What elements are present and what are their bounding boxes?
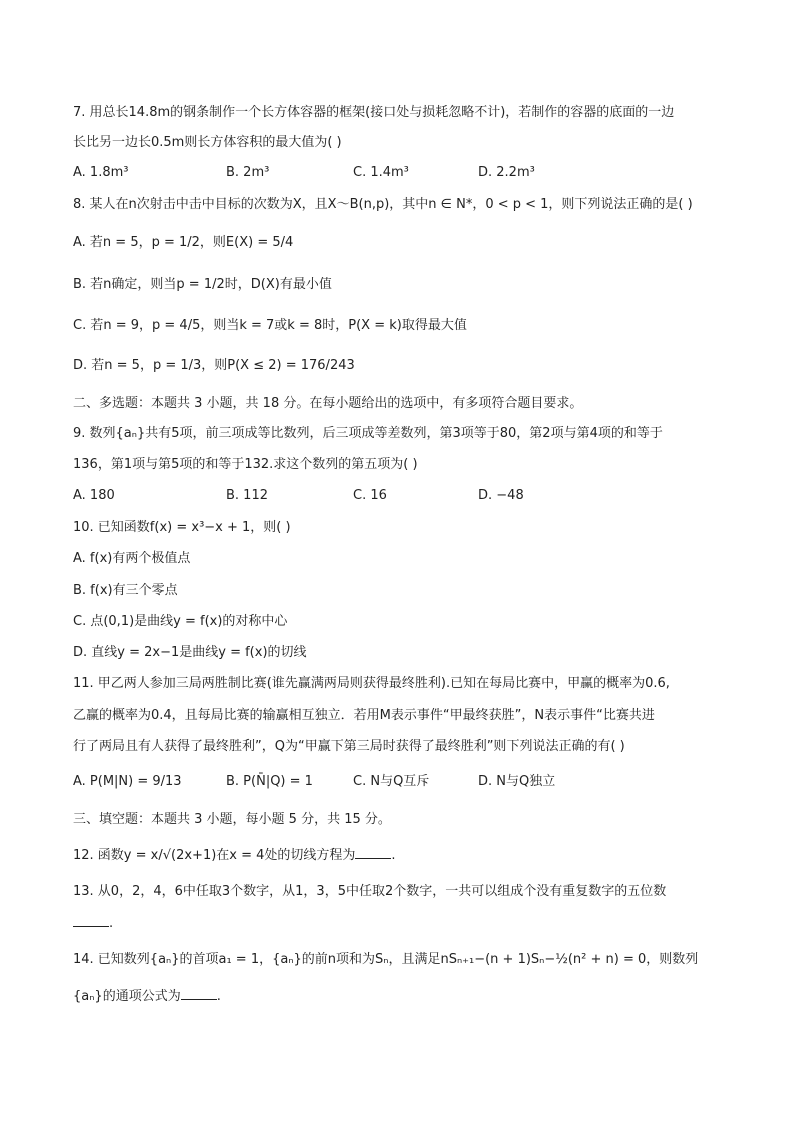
q11-option-b: B. P(N̄|Q) = 1	[226, 774, 313, 789]
q7-option-c: C. 1.4m³	[353, 165, 409, 180]
q8-option-d: D. 若n = 5，p = 1/3，则P(X ≤ 2) = 176/243	[73, 358, 355, 373]
section-2-heading: 二、多选题：本题共 3 小题，共 18 分。在每小题给出的选项中，有多项符合题目要求。	[73, 396, 583, 411]
q7-line1: 7. 用总长14.8m的钢条制作一个长方体容器的框架(接口处与损耗忽略不计)，若制作的容器的底面的一边	[73, 105, 675, 120]
q9-option-a: A. 180	[73, 488, 115, 503]
q8-option-a: A. 若n = 5，p = 1/2，则E(X) = 5/4	[73, 235, 294, 250]
q14-stem: {aₙ}的通项公式为	[73, 989, 181, 1004]
section-3-heading: 三、填空题：本题共 3 小题，每小题 5 分，共 15 分。	[73, 812, 391, 827]
q14-answer-blank[interactable]	[181, 987, 217, 1000]
q13-answer-blank[interactable]	[73, 914, 109, 927]
q10-option-a: A. f(x)有两个极值点	[73, 551, 191, 566]
q7-line2: 长比另一边长0.5m则长方体容积的最大值为( )	[73, 135, 342, 150]
q7-options	[73, 164, 733, 182]
q11-line1: 11. 甲乙两人参加三局两胜制比赛(谁先赢满两局则获得最终胜利).已知在每局比赛中，甲赢的概率为0.6,	[73, 676, 670, 691]
q11-options	[73, 773, 733, 791]
q12-text	[73, 846, 396, 865]
q11-line2: 乙赢的概率为0.4，且每局比赛的输赢相互独立．若用M表示事件“甲最终获胜”，N表示事件“比赛共进	[73, 708, 655, 723]
q11-option-a: A. P(M|N) = 9/13	[73, 774, 182, 789]
q11-line3: 行了两局且有人获得了最终胜利”，Q为“甲赢下第三局时获得了最终胜利”则下列说法正确的有( )	[73, 739, 625, 754]
q12-answer-blank[interactable]	[355, 846, 391, 859]
q14-line1: 14. 已知数列{aₙ}的首项a₁ = 1，{aₙ}的前n项和为Sₙ，且满足nSₙ₊₁−(n + 1)Sₙ−½(n² + n) = 0，则数列	[73, 952, 699, 967]
q9-line1: 9. 数列{aₙ}共有5项，前三项成等比数列，后三项成等差数列，第3项等于80，第2项与第4项的和等于	[73, 426, 663, 441]
q8-option-c: C. 若n = 9，p = 4/5，则当k = 7或k = 8时，P(X = k)取得最大值	[73, 318, 467, 333]
q13-end: .	[109, 916, 114, 931]
q9-option-d: D. −48	[478, 488, 524, 503]
q7-option-a: A. 1.8m³	[73, 165, 129, 180]
q7-option-d: D. 2.2m³	[478, 165, 535, 180]
q10-option-c: C. 点(0,1)是曲线y = f(x)的对称中心	[73, 614, 288, 629]
q14-line2	[73, 987, 221, 1006]
q10-stem: 10. 已知函数f(x) = x³−x + 1，则( )	[73, 520, 291, 535]
q12-stem: 12. 函数y = x/√(2x+1)在x = 4处的切线方程为	[73, 848, 356, 863]
q9-line2: 136，第1项与第5项的和等于132.求这个数列的第五项为( )	[73, 457, 418, 472]
q14-end: .	[216, 989, 221, 1004]
q13-line2	[73, 914, 113, 933]
q9-option-c: C. 16	[353, 488, 387, 503]
q9-options	[73, 487, 733, 505]
q11-option-c: C. N与Q互斥	[353, 774, 430, 789]
q10-option-d: D. 直线y = 2x−1是曲线y = f(x)的切线	[73, 645, 307, 660]
q9-option-b: B. 112	[226, 488, 268, 503]
q7-option-b: B. 2m³	[226, 165, 270, 180]
q11-option-d: D. N与Q独立	[478, 774, 556, 789]
q12-end: .	[391, 848, 396, 863]
q10-option-b: B. f(x)有三个零点	[73, 583, 178, 598]
q13-line1: 13. 从0，2，4，6中任取3个数字，从1，3，5中任取2个数字，一共可以组成个没有重复数字的五位数	[73, 884, 667, 899]
q8-stem: 8. 某人在n次射击中击中目标的次数为X，且X～B(n,p)，其中n ∈ N*，0 < p < 1，则下列说法正确的是( )	[73, 197, 693, 212]
q8-option-b: B. 若n确定，则当p = 1/2时，D(X)有最小值	[73, 277, 332, 292]
